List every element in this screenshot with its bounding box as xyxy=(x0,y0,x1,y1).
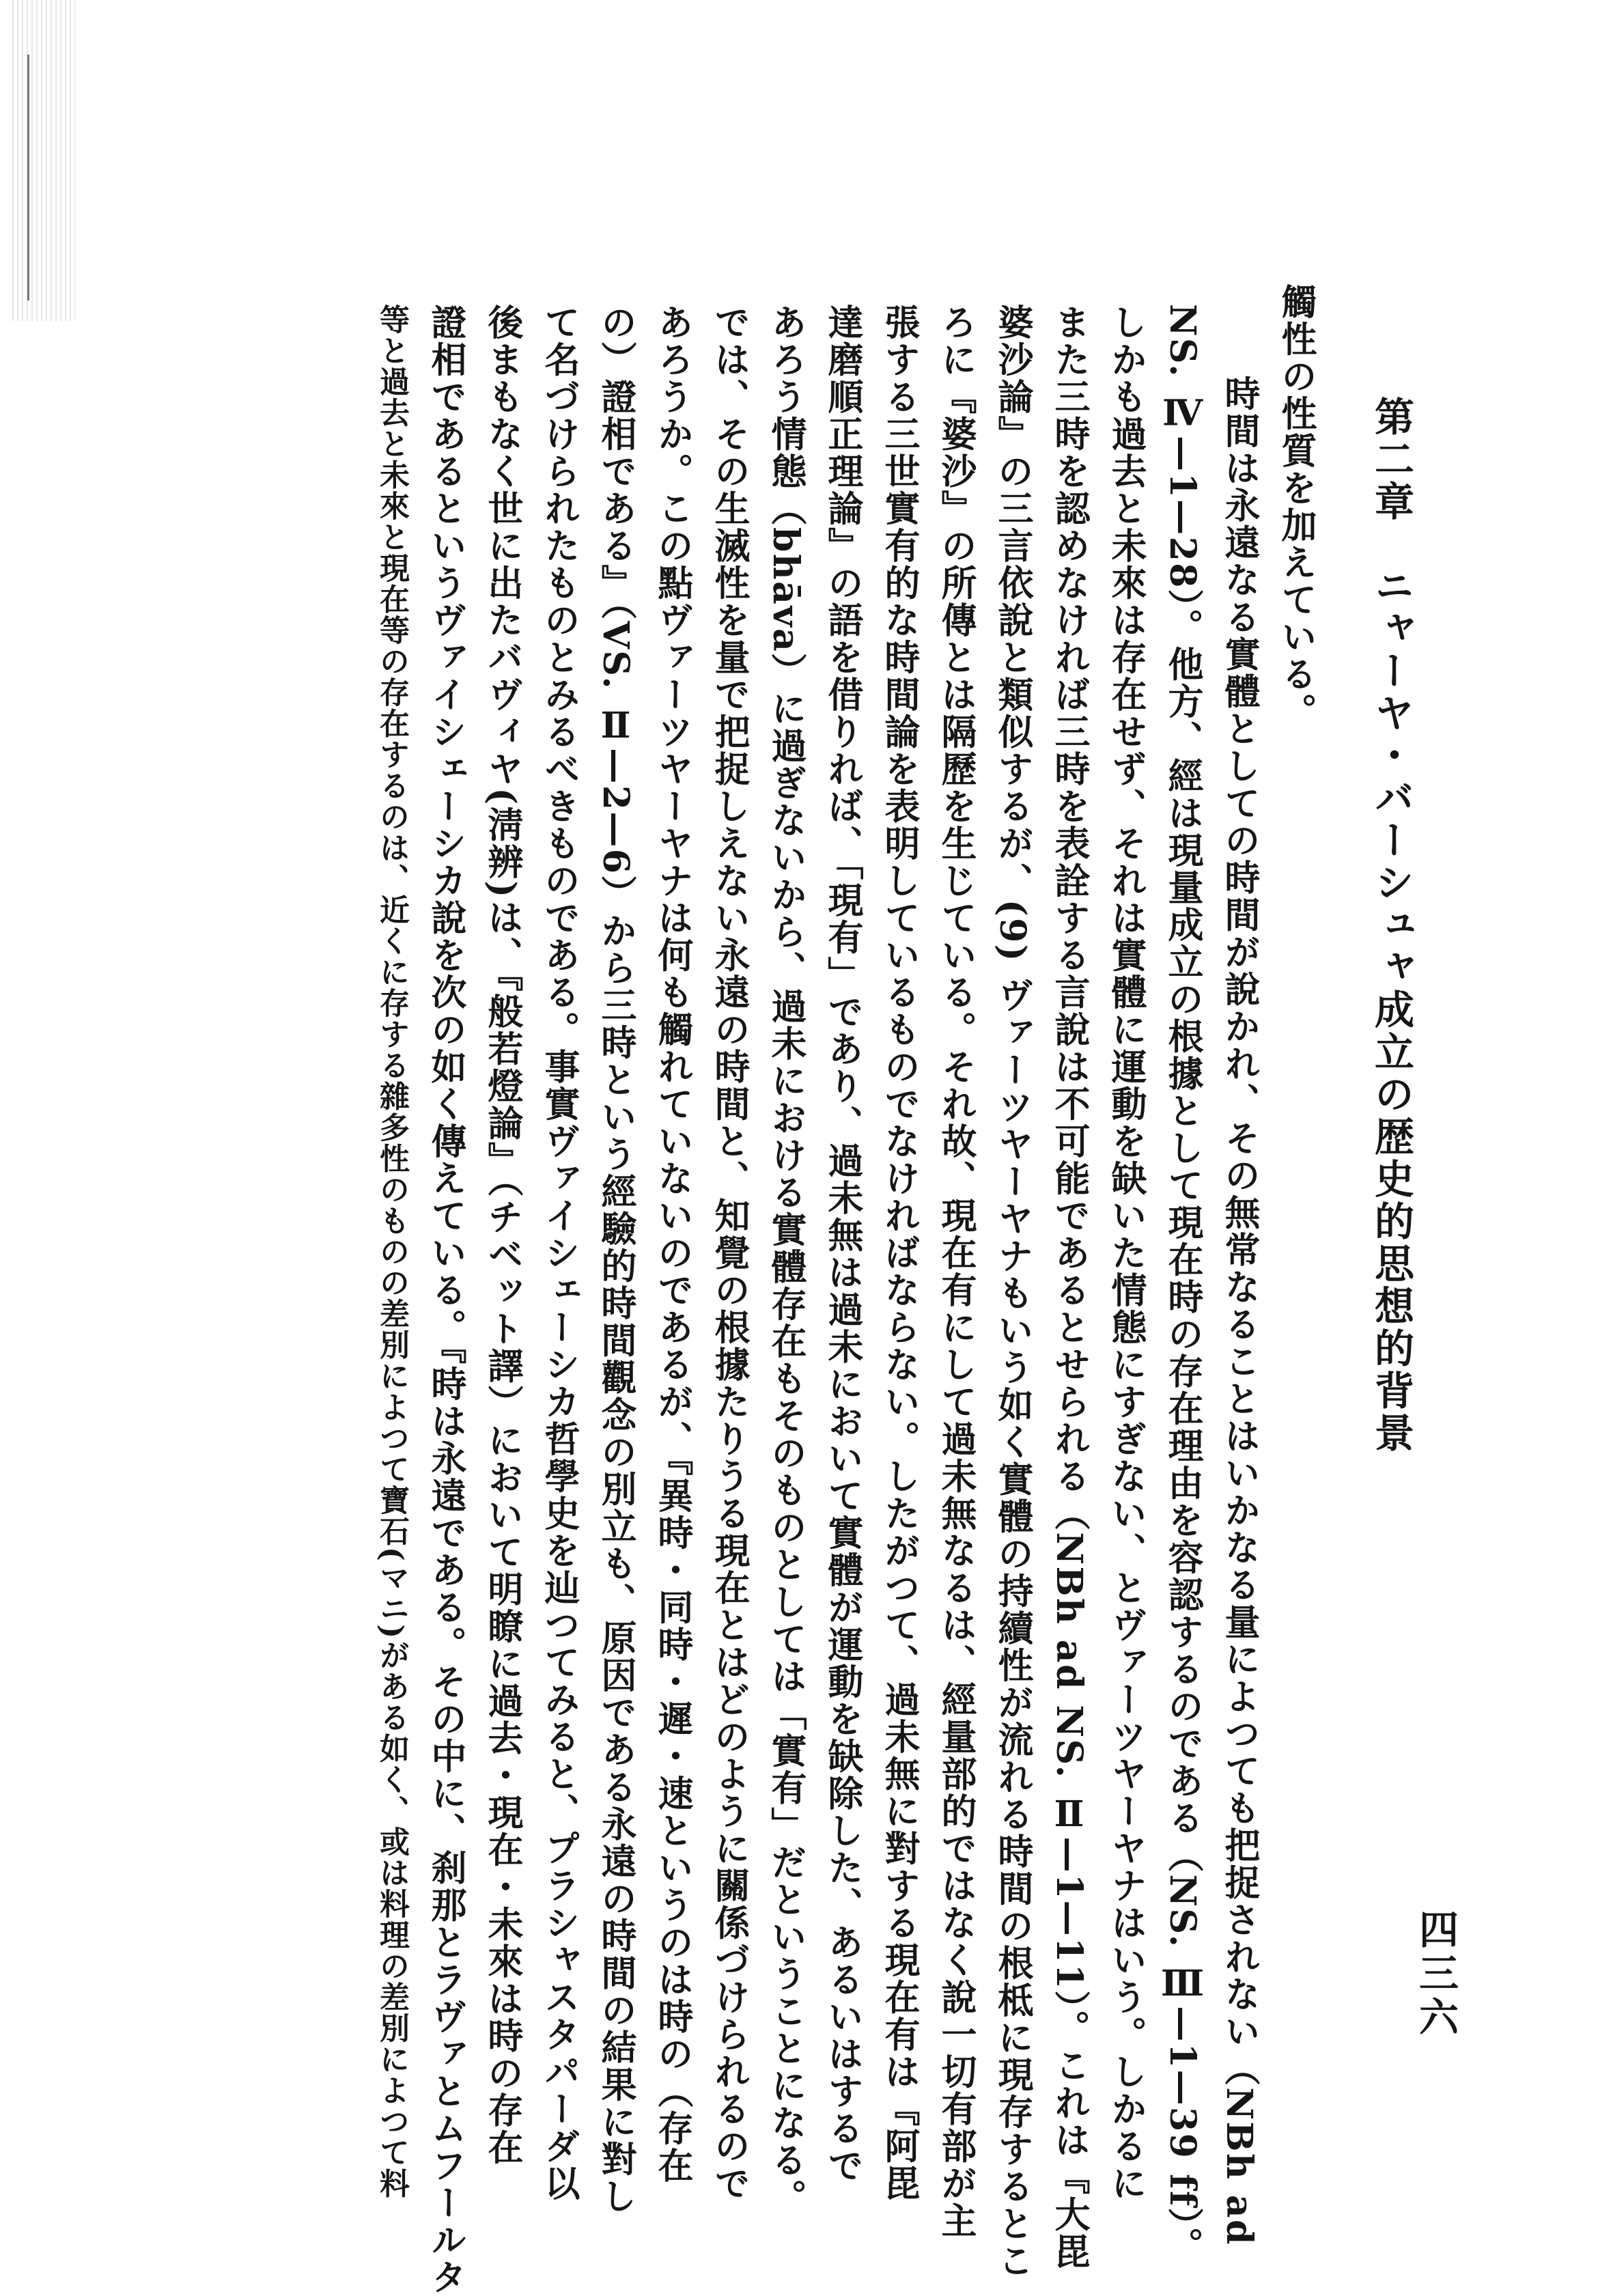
scan-line-artifact xyxy=(27,55,29,300)
text-line: 張する三世實有的な時間論を表明しているものでなければならない。したがつて、過未無に對する現在有は『阿毘 xyxy=(878,304,920,2202)
body-text xyxy=(311,0,1321,2296)
text-line: 觸性の性質を加えている。 xyxy=(1275,283,1317,730)
text-line: 達磨順正理論』の語を借りれば、「現有」であり、過未無は過未において實體が運動を缺除した、あるいはするで xyxy=(822,304,863,2185)
text-line: あろう情態（bhāva）に過ぎないから、過未における實體存在もそのものとしては「實有」だということになる。 xyxy=(765,304,807,2217)
text-line: の）證相である』（VS. Ⅱ—2—6）から三時という經驗的時間觀念の別立も、原因である永遠の時間の結果に對し xyxy=(595,304,636,2215)
text-line: て名づけられたものとみるべきものである。事實ヴァイシェーシカ哲學史を辿つてみると、プラシャスタパーダ以 xyxy=(538,304,580,2202)
scan-edge-artifact xyxy=(12,0,75,321)
page-number: 四三六 xyxy=(1412,1909,1459,2040)
text-line: また三時を認めなければ三時を表詮する言說は不可能であるとせられる（NBh ad NS. Ⅱ—1—11）。これは『大毘 xyxy=(1048,304,1090,2271)
text-line: 婆沙論』の三言依說と類似するが、(9) ヴァーツヤーヤナもいう如く實體の持續性が流れる時間の根柢に現存するとこ xyxy=(992,304,1033,2280)
text-line: 等と過去と未來と現在等の存在するのは、近くに存する雜多性のものの差別によつて寶石(マニ)がある如く、或は料理の差別によつて料 xyxy=(374,304,409,2199)
text-line: 證相であるというヴァイシェーシカ說を次の如く傳えている。『時は永遠である。その中に、刹那とラヴァとムフールタ xyxy=(425,304,466,2296)
text-line: ろに『婆沙』の所傳とは隔歷を生じている。それ故、現在有にして過未無なるは、經量部的ではなく說一切有部が主 xyxy=(935,304,977,2239)
text-line: 後まもなく世に出たバヴィヤ(淸辨)は、『般若燈論』（チベット譯）において明瞭に過去・現在・未來は時の存在 xyxy=(481,304,523,2167)
chapter-header: 第二章 ニャーヤ・バーシュャ成立の歴史的思想的背景 xyxy=(1368,396,1414,1455)
text-line: あろうか。この點ヴァーツヤーヤナは何も觸れていないのであるが、『異時・同時・遲・速というのは時の（存在 xyxy=(651,304,693,2185)
text-line: NS. Ⅳ—1—28）。他方、經は現量成立の根據として現在時の存在理由を容認するのである（NS. Ⅲ—1—39 ff）。 xyxy=(1162,304,1203,2265)
text-line: 時間は永遠なる實體としての時間が說かれ、その無常なることはいかなる量によつても把捉されない（NBh ad xyxy=(1218,338,1260,2246)
text-line: では、その生滅性を量で把捉しえない永遠の時間と、知覺の根據たりうる現在とはどのように關係づけられるので xyxy=(708,304,750,2202)
text-line: しかも過去と未來は存在せず、それは實體に運動を缺いた情態にすぎない、とヴァーツヤーヤナはいう。しかるに xyxy=(1105,304,1147,2202)
